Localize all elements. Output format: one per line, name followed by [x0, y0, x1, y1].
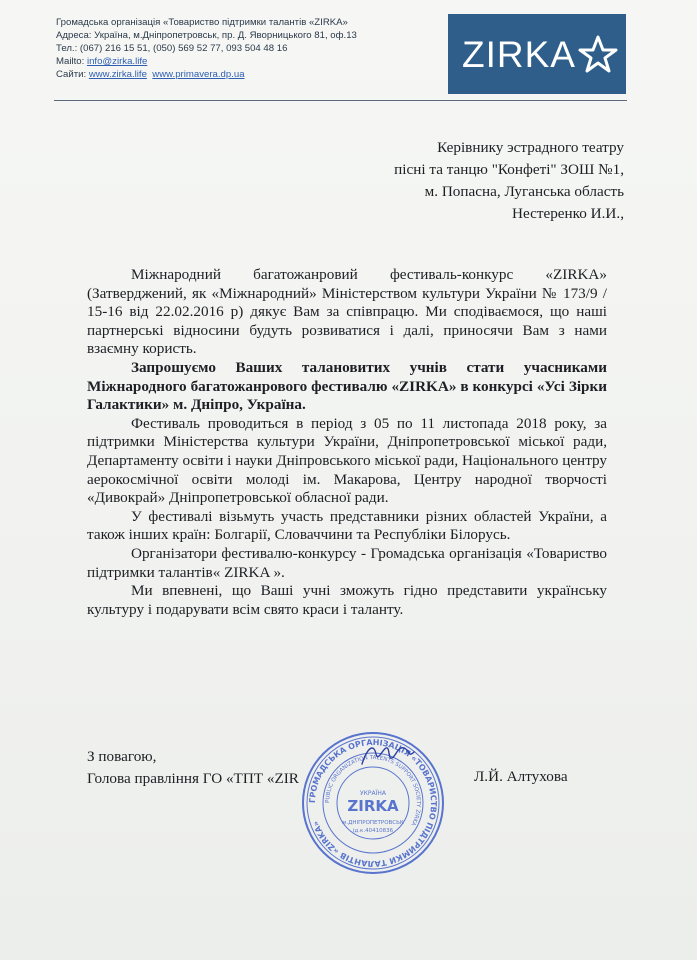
site-link-primavera[interactable]: www.primavera.dp.ua: [152, 69, 245, 80]
letterhead-sites-row: [56, 68, 396, 81]
paragraph-invitation: Запрошуємо Ваших талановитих учнів стати учасниками Міжнародного багатожанрового фестивалю «ZIRKA» в конкурсі «Усі Зірки Галактики» м. Дніпро, Україна.: [87, 358, 607, 414]
letterhead-mail-row: [56, 55, 396, 68]
paragraph-thanks: Міжнародний багатожанровий фестиваль-конкурс «ZIRKA» (Затверджений, як «Міжнародний» Міністерством культури України № 173/9 / 15-16 від 22.02.2016 р) дякує Вам за співпрацю. Ми сподіваємося, що наші партнерські відносини будуть розвиватися і далі, приносячи Вам з нами взаємну користь.: [87, 266, 607, 358]
closing-regards: З повагою,: [87, 748, 157, 765]
stamp-country: УКРАЇНА: [359, 790, 387, 797]
zirka-logo: [448, 14, 626, 94]
letterhead-phones: Тел.: (067) 216 15 51, (050) 569 52 77, 093 504 48 16: [56, 43, 288, 54]
header-divider: [54, 100, 627, 101]
closing-position: Голова правління ГО «ТПТ «ZIR: [87, 770, 299, 787]
stamp-center-text: ZIRKA: [347, 797, 399, 815]
star-icon: [578, 34, 618, 74]
letterhead: [56, 16, 396, 81]
site-link-zirka[interactable]: www.zirka.life: [88, 69, 147, 80]
addressee-line-1: Керівнику эстрадного театру: [437, 139, 624, 156]
addressee-line-2: пісні та танцю "Конфеті" ЗОШ №1,: [394, 161, 624, 178]
handwritten-signature: [358, 740, 418, 770]
letterhead-org: Громадська організація «Товариство підтримки талантів «ZIRKA»: [56, 17, 348, 28]
email-link[interactable]: info@zirka.life: [86, 56, 148, 67]
letterhead-address: Адреса: Україна, м.Дніпропетровськ, пр. Д. Яворницького 81, оф.13: [56, 30, 357, 41]
paragraph-closing-wish: Ми впевнені, що Ваші учні зможуть гідно представити українську культуру і подарувати всім свято краси і таланту.: [87, 582, 607, 618]
logo-text: ZIRKA: [462, 33, 576, 75]
stamp-inner-text: PUBLIC ORGANIZATION TALENTS SUPPORT SOCIETY ZIRKA: [324, 754, 422, 827]
closing-block: [87, 746, 299, 790]
paragraph-dates: Фестиваль проводиться в період з 05 по 11 листопада 2018 року, за підтримки Міністерства культури України, Дніпропетровської міської ради, Департаменту освіти і науки Дніпровського міської ради, Національного центру аерокосмічної освіти молоді ім. Макарова, Центру народної творчості «Дивокрай» Дніпропетровської обласної ради.: [87, 414, 607, 507]
paragraph-organizers: Організатори фестивалю-конкурсу - Громадська організація «Товариство підтримки талантів« ZIRKA ».: [87, 544, 607, 581]
addressee-line-4: Нестеренко И.И.,: [512, 205, 624, 222]
signer-name: Л.Й. Алтухова: [474, 768, 568, 785]
addressee-block: [394, 137, 624, 225]
sites-label: Сайти:: [56, 69, 89, 80]
stamp-city: м.ДНІПРОПЕТРОВСЬК: [342, 820, 404, 826]
letter-body: [87, 266, 607, 619]
mail-label: Mailto:: [56, 56, 87, 67]
stamp-code: ід.к.40410836: [352, 828, 394, 834]
stamp-outer-text: ГРОМАДСЬКА ОРГАНІЗАЦІЯ «ТОВАРИСТВО ПІДТРИМКИ ТАЛАНТІВ «ZIRKA»: [307, 737, 439, 869]
addressee-line-3: м. Попасна, Луганська область: [424, 183, 624, 200]
paragraph-participants: У фестивалі візьмуть участь представники різних областей України, а також інших країн: Болгарії, Словаччини та Республіки Білорусь.: [87, 507, 607, 544]
